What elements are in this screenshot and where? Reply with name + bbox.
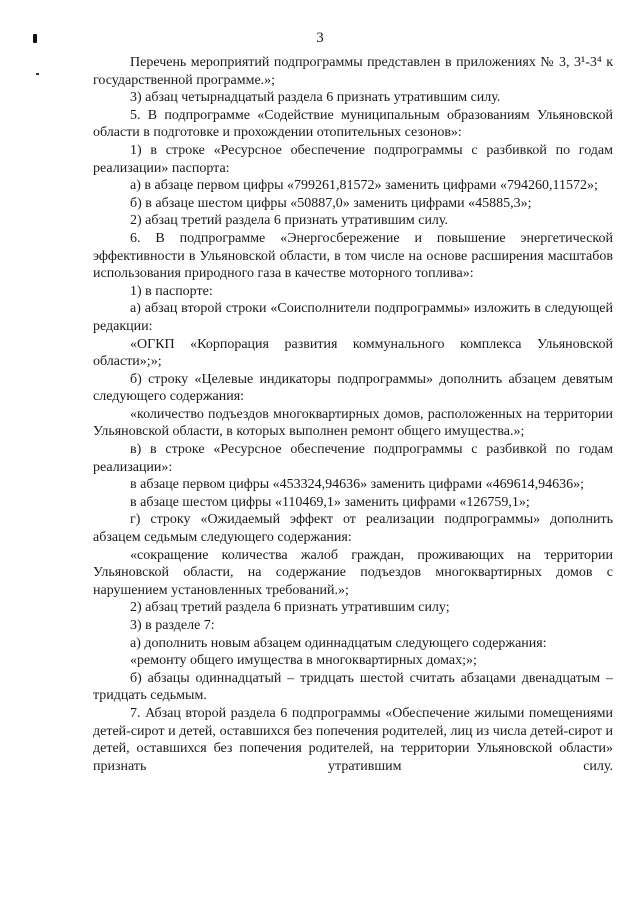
paragraph: а) абзац второй строки «Соисполнители подпрограммы» изложить в следующей редакции: [93, 301, 613, 334]
paragraph: б) строку «Целевые индикаторы подпрограммы» дополнить абзацем девятым следующего содержания: [93, 371, 613, 405]
paragraph: 1) в строке «Ресурсное обеспечение подпрограммы с разбивкой по годам реализации» паспорта: [93, 142, 613, 176]
paragraph: б) в абзаце шестом цифры «50887,0» заменить цифрами «45885,3»; [130, 195, 532, 211]
scan-artifact-dot [36, 73, 39, 75]
paragraph: Перечень мероприятий подпрограммы представлен в приложениях № 3, 3¹-3⁴ к государственной программе.»; [93, 55, 613, 88]
paragraph: 6. В подпрограмме «Энергосбережение и повышение энергетической эффективности в Ульяновской области, в том числе на основе расширения масштабов использования природного газа в качестве моторного топлива»: [93, 230, 613, 282]
scan-artifact-mark [33, 34, 37, 43]
paragraph: «ОГКП «Корпорация развития коммунального комплекса Ульяновской области»;»; [93, 336, 613, 370]
paragraph: 2) абзац третий раздела 6 признать утратившим силу. [130, 213, 449, 229]
paragraph: в абзаце шестом цифры «110469,1» заменить цифрами «126759,1»; [130, 494, 530, 510]
document-body [93, 54, 613, 775]
paragraph: г) строку «Ожидаемый эффект от реализации подпрограммы» дополнить абзацем седьмым следующего содержания: [93, 512, 613, 546]
paragraph: «количество подъездов многоквартирных домов, расположенных на территории Ульяновской области, в которых выполнен ремонт общего имущества.»; [93, 406, 613, 440]
paragraph: 5. В подпрограмме «Содействие муниципальным образованиям Ульяновской области в подготовке и прохождении отопительных сезонов»: [93, 107, 613, 141]
paragraph: 7. Абзац второй раздела 6 подпрограммы «Обеспечение жилыми помещениями детей-сирот и детей, оставшихся без попечения родителей, лиц из числа детей-сирот и детей, оставшихся без попечения родителей, на территории Ульяновской области» признать утратившим силу. [93, 705, 613, 774]
paragraph: а) в абзаце первом цифры «799261,81572» заменить цифрами «794260,11572»; [130, 178, 598, 194]
paragraph: б) абзацы одиннадцатый – тридцать шестой считать абзацами двенадцатым – тридцать седьмым. [93, 670, 613, 704]
paragraph: 3) в разделе 7: [130, 618, 215, 633]
paragraph: 2) абзац третий раздела 6 признать утратившим силу; [130, 600, 450, 616]
paragraph: «сокращение количества жалоб граждан, проживающих на территории Ульяновской области, на содержание подъездов многоквартирных домов с нарушением установленных требований.»; [93, 547, 613, 598]
paragraph: 1) в паспорте: [130, 283, 213, 299]
paragraph: в) в строке «Ресурсное обеспечение подпрограммы с разбивкой по годам реализации»: [93, 442, 613, 475]
paragraph: в абзаце первом цифры «453324,94636» заменить цифрами «469614,94636»; [130, 477, 584, 493]
paragraph: «ремонту общего имущества в многоквартирных домах;»; [130, 653, 477, 669]
paragraph: 3) абзац четырнадцатый раздела 6 признать утратившим силу. [130, 90, 501, 106]
page-number: 3 [316, 30, 324, 46]
paragraph: а) дополнить новым абзацем одиннадцатым следующего содержания: [130, 635, 547, 651]
